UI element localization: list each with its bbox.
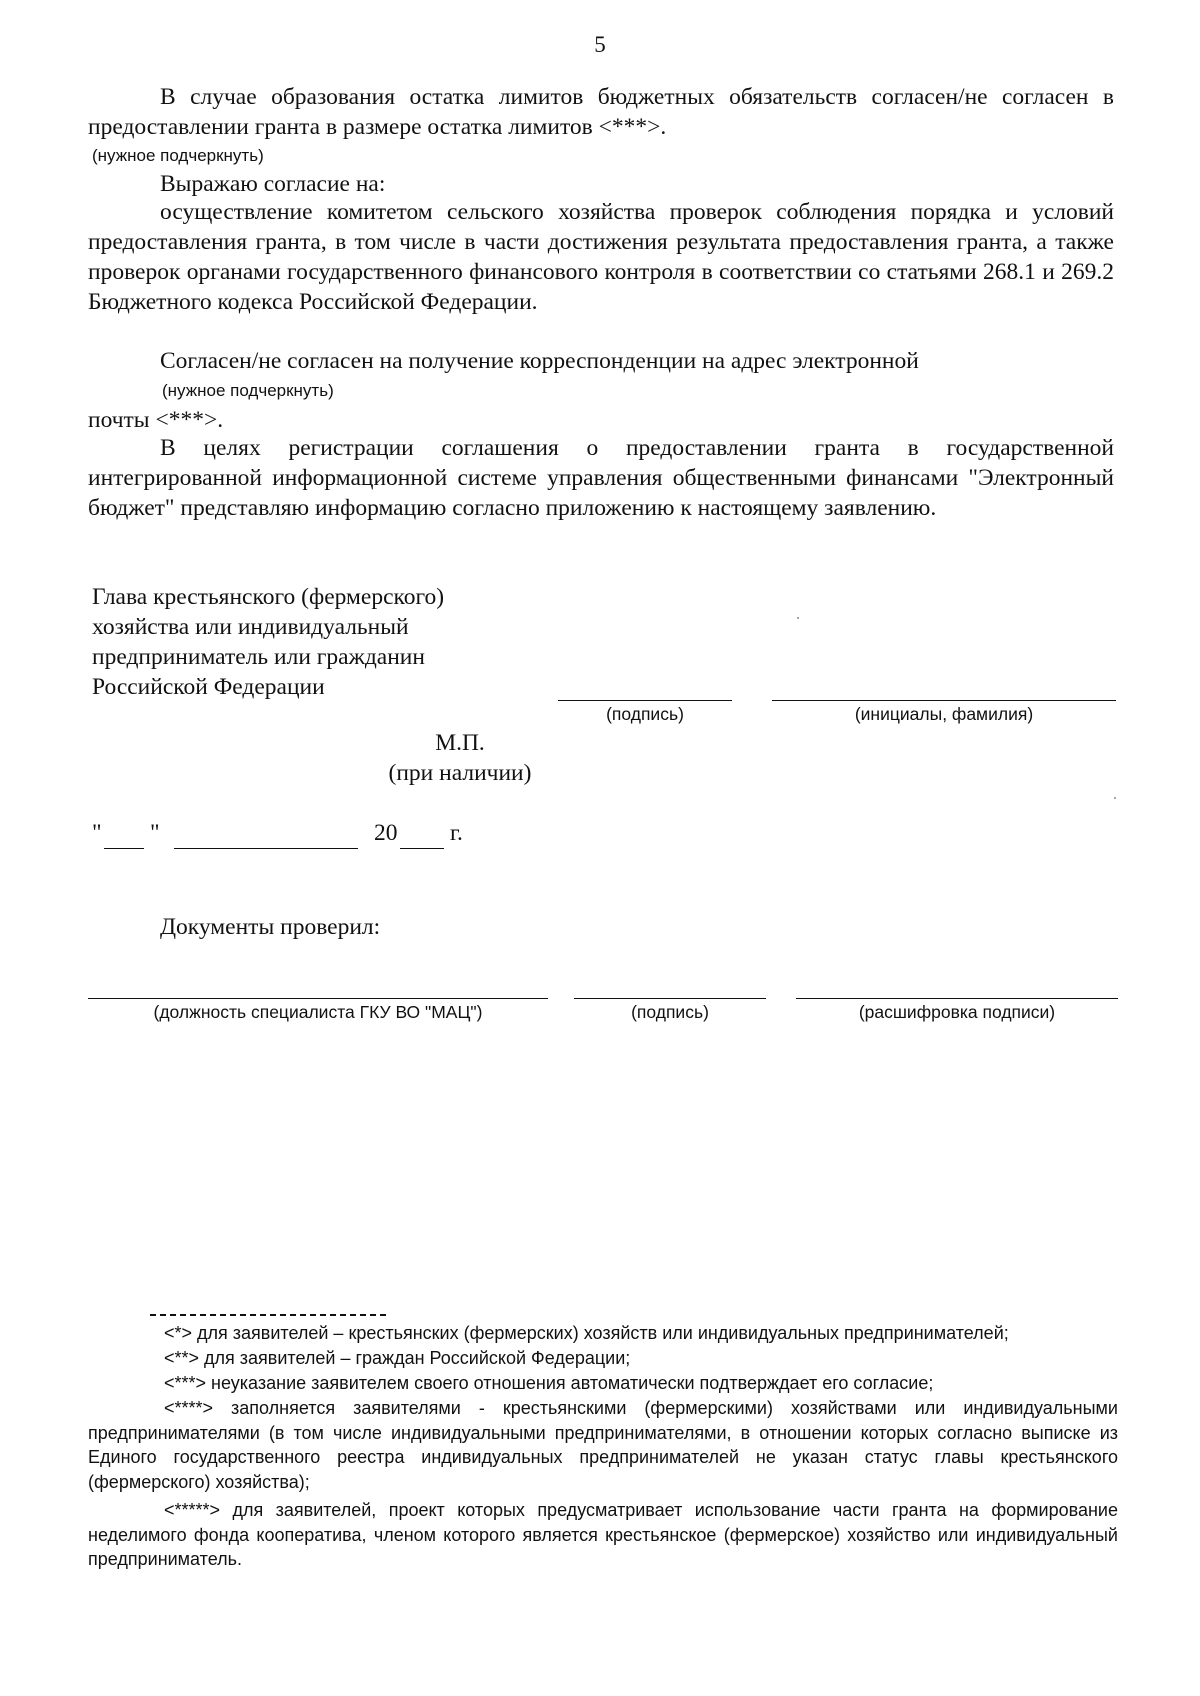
date-year-prefix: 20 [374, 820, 398, 846]
signature-caption: (подпись) [606, 704, 684, 724]
paragraph-email-consent: Согласен/не согласен на получение корреспонденции на адрес электронной [160, 348, 919, 374]
underline-note-1: (нужное подчеркнуть) [92, 146, 264, 165]
decoding-caption: (расшифровка подписи) [858, 1002, 1056, 1022]
date-day-line [104, 848, 144, 849]
date-open-quote: " [92, 820, 102, 846]
signer-line: предприниматель или гражданин [92, 644, 425, 670]
position-line [88, 998, 548, 999]
signer-line: Глава крестьянского (фермерского) [92, 584, 445, 610]
checker-signature-line [574, 998, 766, 999]
name-line [772, 700, 1116, 701]
footnote-item: <***> неуказание заявителем своего отношения автоматически подтверждает его согласие; [164, 1373, 934, 1393]
documents-checked-title: Документы проверил: [160, 914, 381, 940]
email-consent-end: почты <***>. [88, 407, 224, 433]
name-caption: (инициалы, фамилия) [854, 704, 1034, 724]
date-year-line [400, 848, 444, 849]
date-close-quote: " [150, 820, 160, 846]
date-month-line [174, 848, 358, 849]
scan-speck [1114, 797, 1116, 799]
underline-note-2: (нужное подчеркнуть) [162, 381, 334, 400]
page-number: 5 [594, 32, 606, 57]
position-caption: (должность специалиста ГКУ ВО "МАЦ") [153, 1002, 483, 1022]
footnote-item: <*> для заявителей – крестьянских (фермерских) хозяйств или индивидуальных предпринимателей; [164, 1323, 1009, 1343]
stamp-label: М.П. [435, 730, 485, 756]
paragraph-electronic-budget: В целях регистрации соглашения о предоставлении гранта в государственной интегрированной информационной системе управления общественными финансами "Электронный бюджет" представляю информацию согласно приложению к настоящему заявлению. [88, 435, 1114, 521]
decoding-line [796, 998, 1118, 999]
signature-line [558, 700, 732, 701]
signer-line: хозяйства или индивидуальный [92, 614, 409, 640]
footnote-item: <*****> для заявителей, проект которых предусматривает использование части гранта на формирование неделимого фонда кооператива, членом которого является крестьянское (фермерское) хозяйство или индивидуальный предприниматель. [88, 1500, 1118, 1569]
checker-signature-caption: (подпись) [631, 1002, 709, 1022]
paragraph-inspection-consent: осуществление комитетом сельского хозяйства проверок соблюдения порядка и условий предоставления гранта, в том числе в части достижения результата предоставления гранта, а также проверок органами государственного финансового контроля в соответствии со статьями 268.1 и 269.2 Бюджетного кодекса Российской Федерации. [88, 199, 1114, 315]
date-year-suffix: г. [450, 820, 463, 846]
signer-line: Российской Федерации [92, 674, 325, 700]
stamp-note: (при наличии) [388, 760, 532, 786]
paragraph-consent-intro: Выражаю согласие на: [160, 171, 386, 197]
paragraph-budget-limits: В случае образования остатка лимитов бюджетных обязательств согласен/не согласен в предоставлении гранта в размере остатка лимитов <***>. [88, 84, 1114, 140]
footnote-item: <****> заполняется заявителями - крестьянскими (фермерскими) хозяйствами или индивидуальными предпринимателями (в том числе индивидуальными предпринимателями, в отношении которых согласно выписке из Единого государственного реестра индивидуальных предпринимателей не указан статус главы крестьянского (фермерского) хозяйства); [88, 1398, 1118, 1492]
footnote-item: <**> для заявителей – граждан Российской Федерации; [164, 1348, 631, 1368]
scan-speck [797, 617, 799, 619]
footnote-separator [150, 1314, 386, 1316]
signer-title [92, 582, 572, 702]
